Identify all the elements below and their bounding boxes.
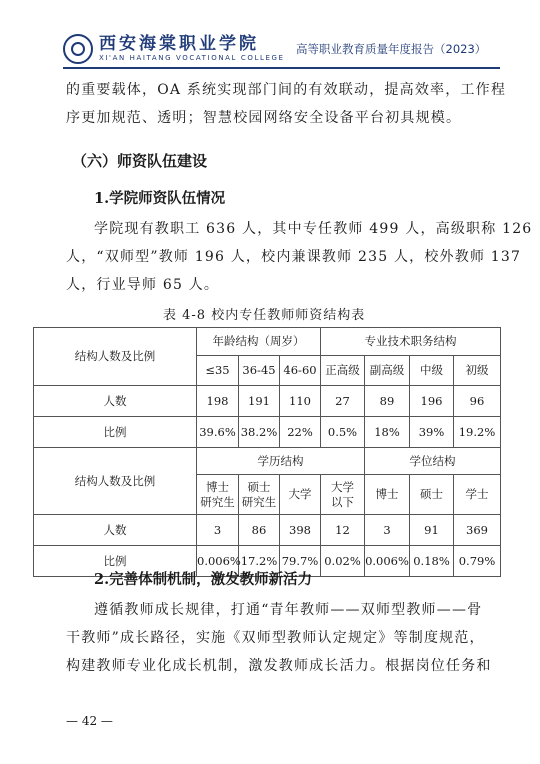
row-label-cell: 人数 [34,386,197,417]
text-line: 的重要载体，OA 系统实现部门间的有效联动，提高效率，工作程 [66,82,507,98]
table-cell: 91 [410,515,454,546]
column-header-cell: 硕士 [410,475,454,515]
row-header-cell: 结构人数及比例 [34,328,197,386]
staff-paragraph [66,215,533,299]
school-name-cn: 西安海棠职业学院 [99,34,259,54]
header-divider [63,67,500,69]
page-header [0,0,540,72]
table-cell: 96 [454,386,501,417]
table-cell: 3 [365,515,410,546]
table-cell: 86 [239,515,280,546]
table-cell: 39.6% [197,417,239,448]
table-cell: 19.2% [454,417,501,448]
row-label-cell: 比例 [34,546,197,577]
intro-paragraph [66,76,507,132]
text-line: 遵循教师成长规律，打通“青年教师——双师型教师——骨 [94,602,483,618]
school-seal-icon [63,34,93,64]
group-header-cell: 专业技术职务结构 [321,328,501,356]
table-cell: 17.2% [239,546,280,577]
group-header-cell: 年龄结构（周岁） [197,328,321,356]
column-header-cell: 46-60 [280,356,321,386]
column-header-cell: 中级 [410,356,454,386]
column-header-cell: 正高级 [321,356,365,386]
table-cell: 369 [454,515,501,546]
text-line: 人，“双师型”教师 196 人，校内兼课教师 235 人，校外教师 137 [66,249,522,265]
subsection-heading: 1.学院师资队伍情况 [94,190,226,207]
table-cell: 196 [410,386,454,417]
group-header-cell: 学历结构 [197,448,365,475]
text-line: 序更加规范、透明；智慧校园网络安全设备平台初具规模。 [66,110,462,126]
table-cell: 18% [365,417,410,448]
text-line: 学院现有教职工 636 人，其中专任教师 499 人，高级职称 126 [94,221,533,237]
table-row [34,515,501,546]
table-cell: 0.79% [454,546,501,577]
table-cell: 198 [197,386,239,417]
text-line: 人，行业导师 65 人。 [66,277,220,293]
column-header-cell: 副高级 [365,356,410,386]
table-cell: 89 [365,386,410,417]
table-cell: 0.5% [321,417,365,448]
table-cell: 110 [280,386,321,417]
table-cell: 3 [197,515,239,546]
column-header-cell: 学士 [454,475,501,515]
staff-structure-table [33,327,501,577]
table-cell: 0.006% [197,546,239,577]
report-title: 高等职业教育质量年度报告（2023） [296,42,487,56]
group-header-cell: 学位结构 [365,448,501,475]
column-header-cell: 初级 [454,356,501,386]
table-row [34,417,501,448]
table-row [34,328,501,356]
column-header-cell: 大学 以下 [321,475,365,515]
table-cell: 39% [410,417,454,448]
section-heading: （六）师资队伍建设 [72,152,208,170]
table-cell: 0.18% [410,546,454,577]
column-header-cell: ≤35 [197,356,239,386]
table-cell: 27 [321,386,365,417]
table-caption: 表 4-8 校内专任教师师资结构表 [163,308,366,323]
school-name-en: XI'AN HAITANG VOCATIONAL COLLEGE [99,54,285,62]
page-number: — 42 — [66,714,113,728]
text-line: 干教师”成长路径，实施《双师型教师认定规定》等制度规范， [66,630,485,646]
table-row [34,386,501,417]
mechanism-paragraph [66,596,492,680]
table-cell: 0.006% [365,546,410,577]
column-header-cell: 硕士 研究生 [239,475,280,515]
table-cell: 0.02% [321,546,365,577]
column-header-cell: 博士 研究生 [197,475,239,515]
column-header-cell: 36-45 [239,356,280,386]
table-cell: 398 [280,515,321,546]
table-cell: 79.7% [280,546,321,577]
table-cell: 22% [280,417,321,448]
column-header-cell: 大学 [280,475,321,515]
row-label-cell: 人数 [34,515,197,546]
table-cell: 12 [321,515,365,546]
table-cell: 191 [239,386,280,417]
school-logo [63,34,285,64]
table-cell: 38.2% [239,417,280,448]
text-line: 构建教师专业化成长机制，激发教师成长活力。根据岗位任务和 [66,658,492,674]
table-row [34,448,501,475]
row-label-cell: 比例 [34,417,197,448]
column-header-cell: 博士 [365,475,410,515]
row-header-cell: 结构人数及比例 [34,448,197,515]
subsection-heading: 2.完善体制机制，激发教师新活力 [94,571,313,588]
